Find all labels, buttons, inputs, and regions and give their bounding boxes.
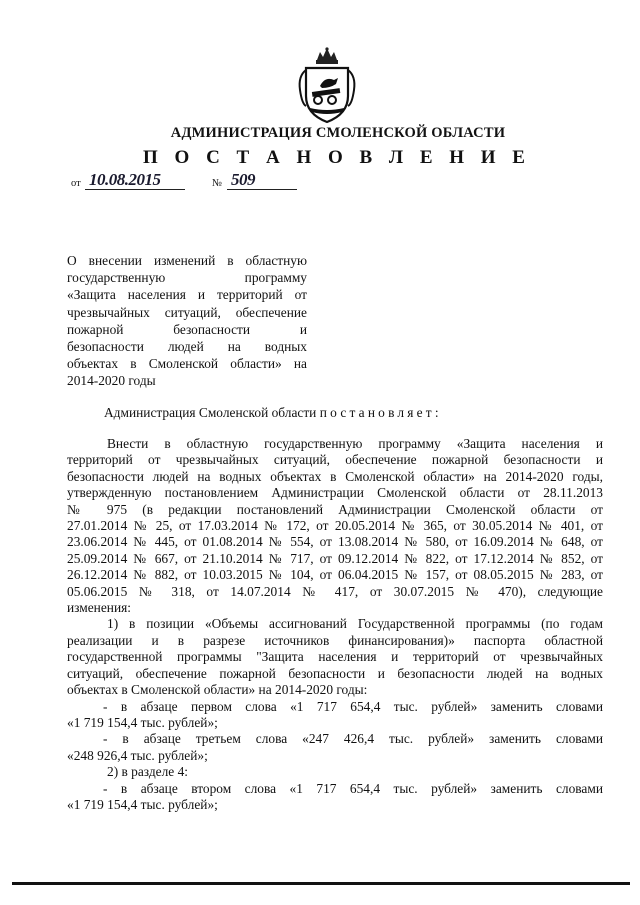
body-line: безопасности людей на водных объектах в Смоленской области» на 2014-2020 годы,: [67, 468, 603, 484]
subject-line: О внесении изменений в областную: [67, 253, 307, 268]
subject-line: пожарной безопасности и: [67, 321, 307, 337]
body-line: - в абзаце первом слова «1 717 654,4 тыс. рублей» заменить словами: [103, 698, 603, 714]
intro-text: Администрация Смоленской области: [104, 405, 317, 420]
body-line: Внести в областную государственную программу «Защита населения и: [107, 436, 603, 451]
document-body: [67, 436, 603, 813]
document-type-title: П О С Т А Н О В Л Е Н И Е: [143, 147, 531, 168]
organization-title: АДМИНИСТРАЦИЯ СМОЛЕНСКОЙ ОБЛАСТИ: [170, 125, 506, 141]
date-handwritten: 10.08.2015: [89, 170, 161, 189]
subject-line: «Защита населения и территорий от: [67, 287, 307, 303]
body-line: утвержденную постановлением Администрации Смоленской области от 28.11.2013: [67, 485, 603, 501]
body-line: 27.01.2014 № 25, от 17.03.2014 № 172, от 20.05.2014 № 365, от 30.05.2014 № 401, от: [67, 518, 603, 534]
subject-line: чрезвычайных ситуаций, обеспечение: [67, 304, 307, 320]
date-label: от: [71, 178, 81, 189]
number-handwritten: 509: [231, 170, 255, 189]
bottom-rule: [12, 882, 630, 885]
body-line: «1 719 154,4 тыс. рублей»;: [67, 796, 218, 812]
document-date-number-line: [71, 170, 301, 192]
body-line: 05.06.2015 № 318, от 14.07.2014 № 417, от 30.07.2015 № 470), следующие: [67, 583, 603, 599]
body-line: территорий от чрезвычайных ситуаций, обеспечение пожарной безопасности и: [67, 452, 603, 468]
body-line: - в абзаце третьем слова «247 426,4 тыс. рублей» заменить словами: [103, 731, 603, 747]
coat-of-arms-emblem: [292, 46, 362, 126]
body-line: 26.12.2014 № 882, от 10.03.2015 № 104, от 06.04.2015 № 157, от 08.05.2015 № 283, от: [67, 567, 603, 583]
body-line: государственной программы "Защита населения и территорий от чрезвычайных: [67, 649, 603, 665]
subject-line: 2014-2020 годы: [67, 373, 156, 389]
body-line: объектах в Смоленской области» на 2014-2020 годы:: [67, 682, 368, 698]
body-line: изменения:: [67, 600, 132, 616]
body-line: 1) в позиции «Объемы ассигнований Государственной программы (по годам: [107, 616, 603, 632]
body-line: «1 719 154,4 тыс. рублей»;: [67, 714, 218, 730]
body-line: 23.06.2014 № 445, от 01.08.2014 № 554, от 13.08.2014 № 580, от 16.09.2014 № 648, от: [67, 534, 603, 550]
resolution-intro: [104, 405, 442, 421]
subject-line: объектах в Смоленской области» на: [67, 356, 307, 372]
body-line: - в абзаце втором слова «1 717 654,4 тыс. рублей» заменить словами: [103, 780, 603, 796]
body-line: 25.09.2014 № 667, от 21.10.2014 № 717, от 09.12.2014 № 822, от 17.12.2014 № 852, от: [67, 550, 603, 566]
subject-line: безопасности людей на водных: [67, 339, 307, 355]
subject-line: государственную программу: [67, 270, 307, 286]
subject-block: [67, 252, 307, 390]
body-line: «248 926,4 тыс. рублей»;: [67, 747, 208, 763]
intro-resolves: постановляет:: [319, 405, 442, 420]
body-line: 2) в разделе 4:: [107, 764, 189, 780]
body-line: ситуаций, обеспечение пожарной безопасности и безопасности людей на водных: [67, 665, 603, 681]
body-line: реализации и в разрезе источников финансирования)» паспорта областной: [67, 632, 603, 648]
body-line: № 975 (в редакции постановлений Администрации Смоленской области от: [67, 501, 603, 517]
number-label: №: [212, 178, 223, 189]
